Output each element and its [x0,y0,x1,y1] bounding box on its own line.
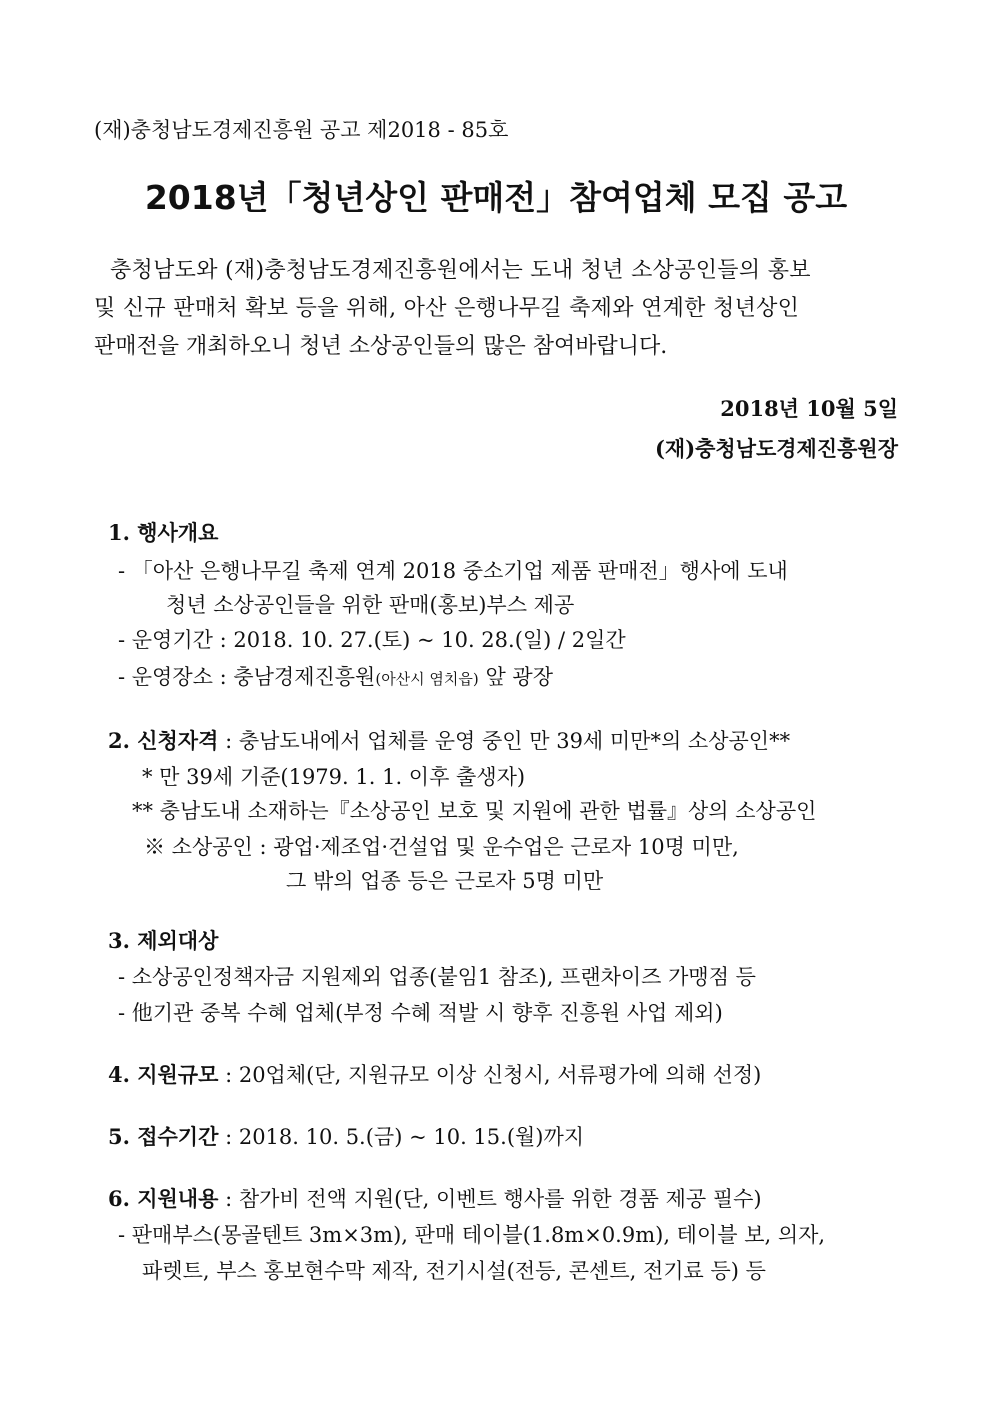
section3-item2: - 他기관 중복 수혜 업체(부정 수혜 적발 시 향후 진흥원 사업 제외) [118,1001,723,1025]
intro-line-1: 충청남도와 (재)충청남도경제진흥원에서는 도내 청년 소상공인들의 홍보 [110,258,811,283]
section6-item1-line2: 파렛트, 부스 홍보현수막 제작, 전기시설(전등, 콘센트, 전기료 등) 등 [142,1259,766,1283]
section2-note4: 그 밖의 업종 등은 근로자 5명 미만 [286,869,604,893]
section2-note1: * 만 39세 기준(1979. 1. 1. 이후 출생자) [142,765,526,789]
section2-note2: ** 충남도내 소재하는『소상공인 보호 및 지원에 관한 법률』상의 소상공인 [132,799,817,823]
section2-heading: 2. 신청자격 [108,728,219,753]
section3-item1: - 소상공인정책자금 지원제외 업종(붙임1 참조), 프랜차이즈 가맹점 등 [118,965,756,989]
section6-text: : 참가비 전액 지원(단, 이벤트 행사를 위한 경품 제공 필수) [225,1187,762,1211]
section6-item1-line1: - 판매부스(몽골텐트 3m×3m), 판매 테이블(1.8m×0.9m), 테이블 보, 의자, [118,1223,826,1247]
section1-item1-line1: - 「아산 은행나무길 축제 연계 2018 중소기업 제품 판매전」행사에 도내 [118,559,788,583]
section1-item3-small: (아산시 염치읍) [375,670,479,688]
section2-line [108,728,790,754]
notice-number: (재)충청남도경제진흥원 공고 제2018 - 85호 [94,118,509,142]
section1-item2: - 운영기간 : 2018. 10. 27.(토) ~ 10. 28.(일) / 2일간 [118,628,626,652]
section4-text: : 20업체(단, 지원규모 이상 신청시, 서류평가에 의해 선정) [225,1063,762,1087]
intro-line-2: 및 신규 판매처 확보 등을 위해, 아산 은행나무길 축제와 연계한 청년상인 [94,296,800,321]
section2-note3: ※ 소상공인 : 광업·제조업·건설업 및 운수업은 근로자 10명 미만, [144,835,739,859]
notice-date: 2018년 10월 5일 [720,396,898,421]
section1-item3 [118,664,553,692]
page-title: 2018년「청년상인 판매전」참여업체 모집 공고 [144,178,848,217]
section5-heading: 5. 접수기간 [108,1124,219,1149]
section6-heading: 6. 지원내용 [108,1186,219,1211]
section1-item3-main: - 운영장소 : 충남경제진흥원 [118,665,376,689]
section5-text: : 2018. 10. 5.(금) ~ 10. 15.(월)까지 [225,1125,585,1149]
section5-line [108,1124,584,1150]
section2-text: : 충남도내에서 업체를 운영 중인 만 39세 미만*의 소상공인** [225,729,791,753]
intro-line-3: 판매전을 개최하오니 청년 소상공인들의 많은 참여바랍니다. [94,334,668,359]
section1-item3-tail: 앞 광장 [485,665,553,689]
section1-item1-line2: 청년 소상공인들을 위한 판매(홍보)부스 제공 [166,593,575,617]
issuer: (재)충청남도경제진흥원장 [654,436,898,461]
section3-heading: 3. 제외대상 [108,928,219,953]
section1-heading: 1. 행사개요 [108,520,219,545]
section4-heading: 4. 지원규모 [108,1062,219,1087]
section4-line [108,1062,761,1088]
section6-line [108,1186,762,1212]
